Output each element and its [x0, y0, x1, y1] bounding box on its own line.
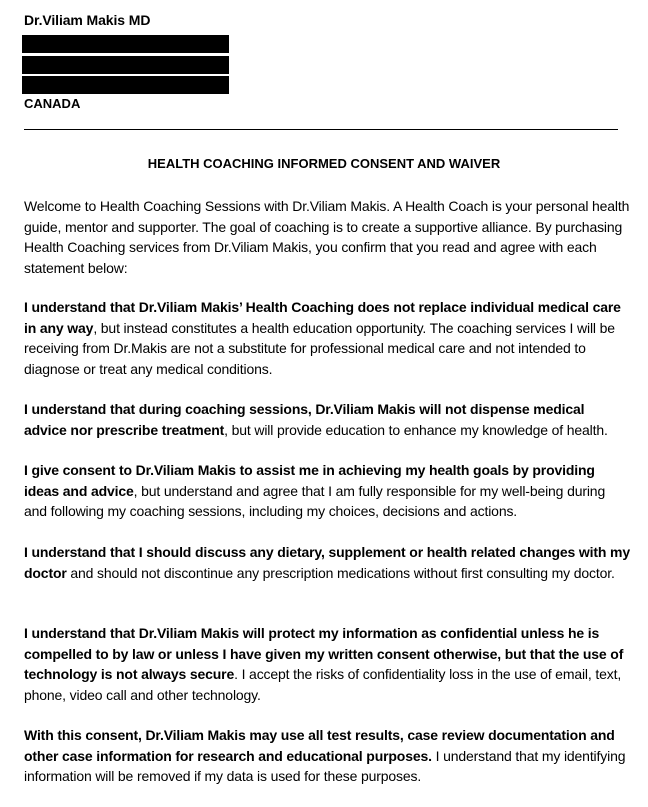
header-divider [24, 129, 618, 130]
statement-text: , but will provide education to enhance my knowledge of health. [224, 421, 608, 438]
redacted-address-line-2 [22, 56, 229, 74]
letterhead-country: CANADA [24, 96, 81, 111]
statement-text: , but understand and agree that I am fully responsible for my well-being during and following my coaching sessions, including my choices, decisions and actions. [24, 482, 606, 519]
statement-bold-text: I give consent to Dr.Viliam Makis to assist me in achieving my health goals by providing ideas and advice [24, 462, 595, 499]
intro-paragraph: Welcome to Health Coaching Sessions with Dr.Viliam Makis. A Health Coach is your personal health guide, mentor and supporter. The goal of coaching is to create a supportive alliance. By purchasing Health Coaching services from Dr.Viliam Makis, you confirm that you read and agree with each statement below: [24, 198, 630, 276]
redacted-address-line-1 [22, 35, 229, 53]
statement-paragraph [24, 399, 630, 440]
statement-text: and should not discontinue any prescription medications without first consulting my doctor. [66, 564, 615, 581]
statement-text: . I accept the risks of confidentiality loss in the use of email, text, phone, video call and other technology. [24, 666, 622, 703]
statement-bold-text: I understand that Dr.Viliam Makis will protect my information as confidential unless he is compelled to by law or unless I have given my written consent otherwise, but that the use of technology is not always secure [24, 625, 624, 682]
statement-paragraph [24, 725, 630, 787]
statement-bold-text: I understand that during coaching sessions, Dr.Viliam Makis will not dispense medical advice nor prescribe treatment [24, 401, 585, 438]
statement-text: I understand that my identifying information will be removed if my data is used for these purposes. [24, 747, 626, 784]
statement-text: , but instead constitutes a health education opportunity. The coaching services I will be receiving from Dr.Makis are not a substitute for professional medical care and not intended to diagnose or treat any medical conditions. [24, 319, 615, 377]
document-title: HEALTH COACHING INFORMED CONSENT AND WAIVER [147, 156, 501, 171]
letterhead-name: Dr.Viliam Makis MD [24, 12, 151, 28]
statement-paragraph [24, 623, 630, 705]
redacted-address-line-3 [22, 76, 229, 94]
statement-bold-text: I understand that Dr.Viliam Makis’ Health Coaching does not replace individual medical care in any way [24, 299, 621, 336]
statement-bold-text: With this consent, Dr.Viliam Makis may use all test results, case review documentation and other case information for research and educational purposes. [24, 727, 615, 764]
statement-paragraph [24, 542, 630, 583]
statement-paragraph [24, 460, 630, 522]
statement-paragraph [24, 297, 630, 379]
statement-bold-text: I understand that I should discuss any dietary, supplement or health related changes with my doctor [24, 544, 630, 581]
